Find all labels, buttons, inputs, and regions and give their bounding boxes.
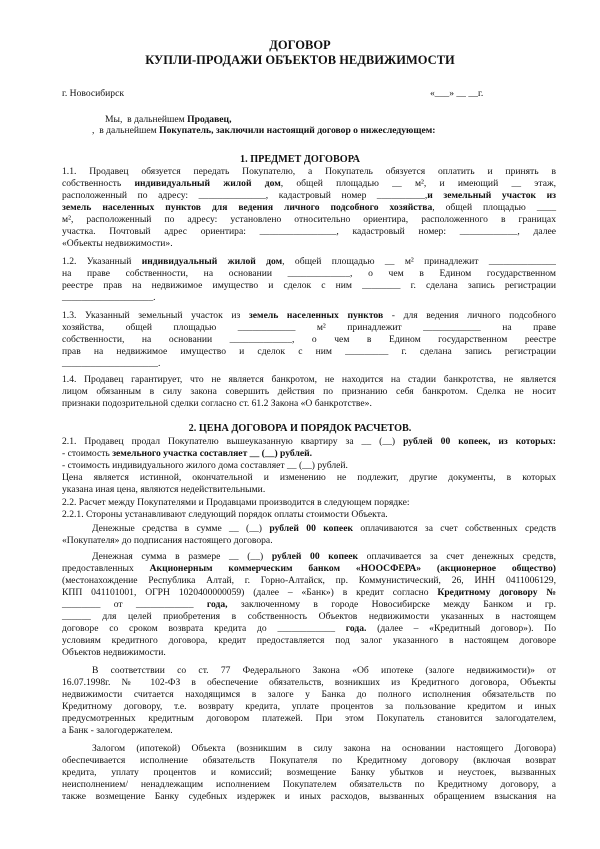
credit-funds-line: условиям кредитного договора, кредит предоставляется под залог указанного в настоящем договоре xyxy=(62,635,556,646)
paragraph-2-1-line: Цена является истинной, окончательной и изменению не подлежит, другие документы, в которых xyxy=(62,472,556,483)
paragraph-2-1-line: 2.1. Продавец продал Покупателю вышеуказанную квартиру за __ (__) рублей 00 копеек, из которых: xyxy=(62,436,556,447)
paragraph-1-4-line: признаки подозрительной сделки согласно ст. 61.2 Закона «О банкротстве». xyxy=(62,398,372,409)
document-title: ДОГОВОР xyxy=(269,38,331,52)
paragraph-1-3-line: прав на недвижимое имущество и сделок с ним _________ г. сделана запись регистрации xyxy=(62,346,556,357)
paragraph-1-1-line: «Объекты недвижимости». xyxy=(62,238,173,249)
paragraph-1-1-line: собственность индивидуальный жилой дом, общей площадью __ м², и имеющий __ этаж, xyxy=(62,178,556,189)
credit-funds-line: (местонахождение Республика Алтай, г. Горно-Алтайск, пр. Коммунистический, 26, ИНН 0411006129, xyxy=(62,575,556,586)
own-funds-line: Денежные средства в сумме __ (__) рублей 00 копеек оплачиваются за счет собственных средств xyxy=(92,523,556,534)
paragraph-1-2-line: 1.2. Указанный индивидуальный жилой дом, общей площадью __ м² принадлежит ______________ xyxy=(62,256,556,267)
paragraph-1-1-line: 1.1. Продавец обязуется передать Покупателю, а Покупатель обязуется оплатить и принять в xyxy=(62,166,556,177)
paragraph-1-3-line: собственности, на основании _____________, о чем в Едином государственном реестре xyxy=(62,334,556,345)
own-funds-line: «Покупателя» до подписания настоящего договора. xyxy=(62,535,273,546)
pledge-line: неисполнением/ ненадлежащим исполнением Покупателем обязательств по Кредитному договору, а xyxy=(62,779,556,790)
paragraph-1-1-line: м², расположенный по адресу: установлено относительно ориентира, расположенного в границах xyxy=(62,214,556,225)
mortgage-law-line: Кредитному договору, т.е. возврату кредита, уплате процентов за пользование кредитом и иных xyxy=(62,701,556,712)
buyer-line: , в дальнейшем Покупатель, заключили настоящий договор о нижеследующем: xyxy=(92,125,436,136)
paragraph-2-1-line: - стоимость индивидуального жилого дома составляет __ (__) рублей. xyxy=(62,460,348,471)
paragraph-1-2-line: реестре прав на недвижимое имущество и сделок с ним ________ г. сделана запись регистрации xyxy=(62,280,556,291)
pledge-line: кредита, уплату процентов и комиссий; возмещение Банку убытков и неустоек, вызванных xyxy=(62,767,556,778)
paragraph-2-2-line: 2.2.1. Стороны устанавливают следующий порядок оплаты стоимости Объекта. xyxy=(62,509,388,520)
paragraph-2-2-line: 2.2. Расчет между Покупателями и Продавцами производится в следующем порядке: xyxy=(62,497,410,508)
mortgage-law-line: а Банк - залогодержателем. xyxy=(62,725,173,736)
paragraph-1-4-line: лицом обязанным в силу закона совершить действия по признанию себя банкротом. Сделка не носит xyxy=(62,386,556,397)
pledge-line: также возмещение Банку судебных издержек и иных расходов, вызванных обращением взыскания на xyxy=(62,791,556,802)
paragraph-1-1-line: участка. Почтовый адрес ориентира: ________________, кадастровый номер: ____________, далее xyxy=(62,226,556,237)
document-subtitle: КУПЛИ-ПРОДАЖИ ОБЪЕКТОВ НЕДВИЖИМОСТИ xyxy=(145,53,455,67)
credit-funds-line: договоре со сроком возврата кредита до ____________ года. (далее – «Кредитный договор»). По xyxy=(62,623,556,634)
paragraph-1-1-line: расположенный по адресу: ______________, кадастровый номер __________,и земельный участок из xyxy=(62,190,556,201)
contract-date: «___» __ __г. xyxy=(430,88,484,99)
paragraph-1-2-line: на праве собственности, на основании _____________, о чем в Едином государственном xyxy=(62,268,556,279)
paragraph-2-1-line: указана иная цена, являются недействительными. xyxy=(62,484,266,495)
section-1-heading: 1. ПРЕДМЕТ ДОГОВОРА xyxy=(240,154,360,165)
city: г. Новосибирск xyxy=(62,88,124,99)
credit-funds-line: Денежная сумма в размере __ (__) рублей 00 копеек оплачивается за счет денежных средств, xyxy=(92,551,556,562)
paragraph-1-3-line: хозяйства, общей площадью ____________ м² принадлежит ____________ на праве xyxy=(62,322,556,333)
mortgage-law-line: предусмотренных кредитным договором платежей. При этом Покупатель становится залогодателем, xyxy=(62,713,556,724)
pledge-line: обеспечивается исполнение обязательств Покупателя по Кредитному договору (включая возврат xyxy=(62,755,556,766)
credit-funds-line: предоставленных Акционерным коммерческим банком «НООСФЕРА» (акционерное общество) xyxy=(62,563,556,574)
credit-funds-line: КПП 041101001, ОГРН 1020400000059) (далее – «Банк») в кредит согласно Кредитному договору № xyxy=(62,587,557,598)
paragraph-1-3-line: 1.3. Указанный земельный участок из земель населенных пунктов - для ведения личного подсобного xyxy=(62,310,557,321)
mortgage-law-line: недвижимости считается находящимся в залоге у Банка до полного исполнения обязательств по xyxy=(62,689,556,700)
paragraph-1-4-line: 1.4. Продавец гарантирует, что не является банкротом, не находится на стадии банкротства, не является xyxy=(62,374,556,385)
credit-funds-line: ________ от ____________ года, заключенному в городе Новосибирске между Банком и гр. xyxy=(62,599,556,610)
credit-funds-line: Объектов недвижимости. xyxy=(62,647,166,658)
mortgage-law-line: В соответствии со ст. 77 Федерального Закона «Об ипотеке (залоге недвижимости)» от xyxy=(92,665,556,676)
paragraph-2-1-line: - стоимость земельного участка составляет __ (__) рублей. xyxy=(62,448,313,459)
section-2-heading: 2. ЦЕНА ДОГОВОРА И ПОРЯДОК РАСЧЕТОВ. xyxy=(188,423,412,434)
pledge-line: Залогом (ипотекой) Объекта (возникшим в силу закона на основании настоящего Договора) xyxy=(92,743,556,754)
mortgage-law-line: 16.07.1998г. № 102-ФЗ в обеспечение обязательств, возникших из Кредитного договора, Объекты xyxy=(62,677,556,688)
seller-line: Мы, в дальнейшем Продавец, xyxy=(105,114,232,125)
paragraph-1-1-line: земель населенных пунктов для ведения личного подсобного хозяйства, общей площадью ____ xyxy=(62,202,557,213)
paragraph-1-2-line: ___________________. xyxy=(62,292,156,303)
credit-funds-line: ______ для целей приобретения в собственность Объектов недвижимости указанных в настоящем xyxy=(62,611,556,622)
paragraph-1-3-line: ____________________. xyxy=(62,358,161,369)
